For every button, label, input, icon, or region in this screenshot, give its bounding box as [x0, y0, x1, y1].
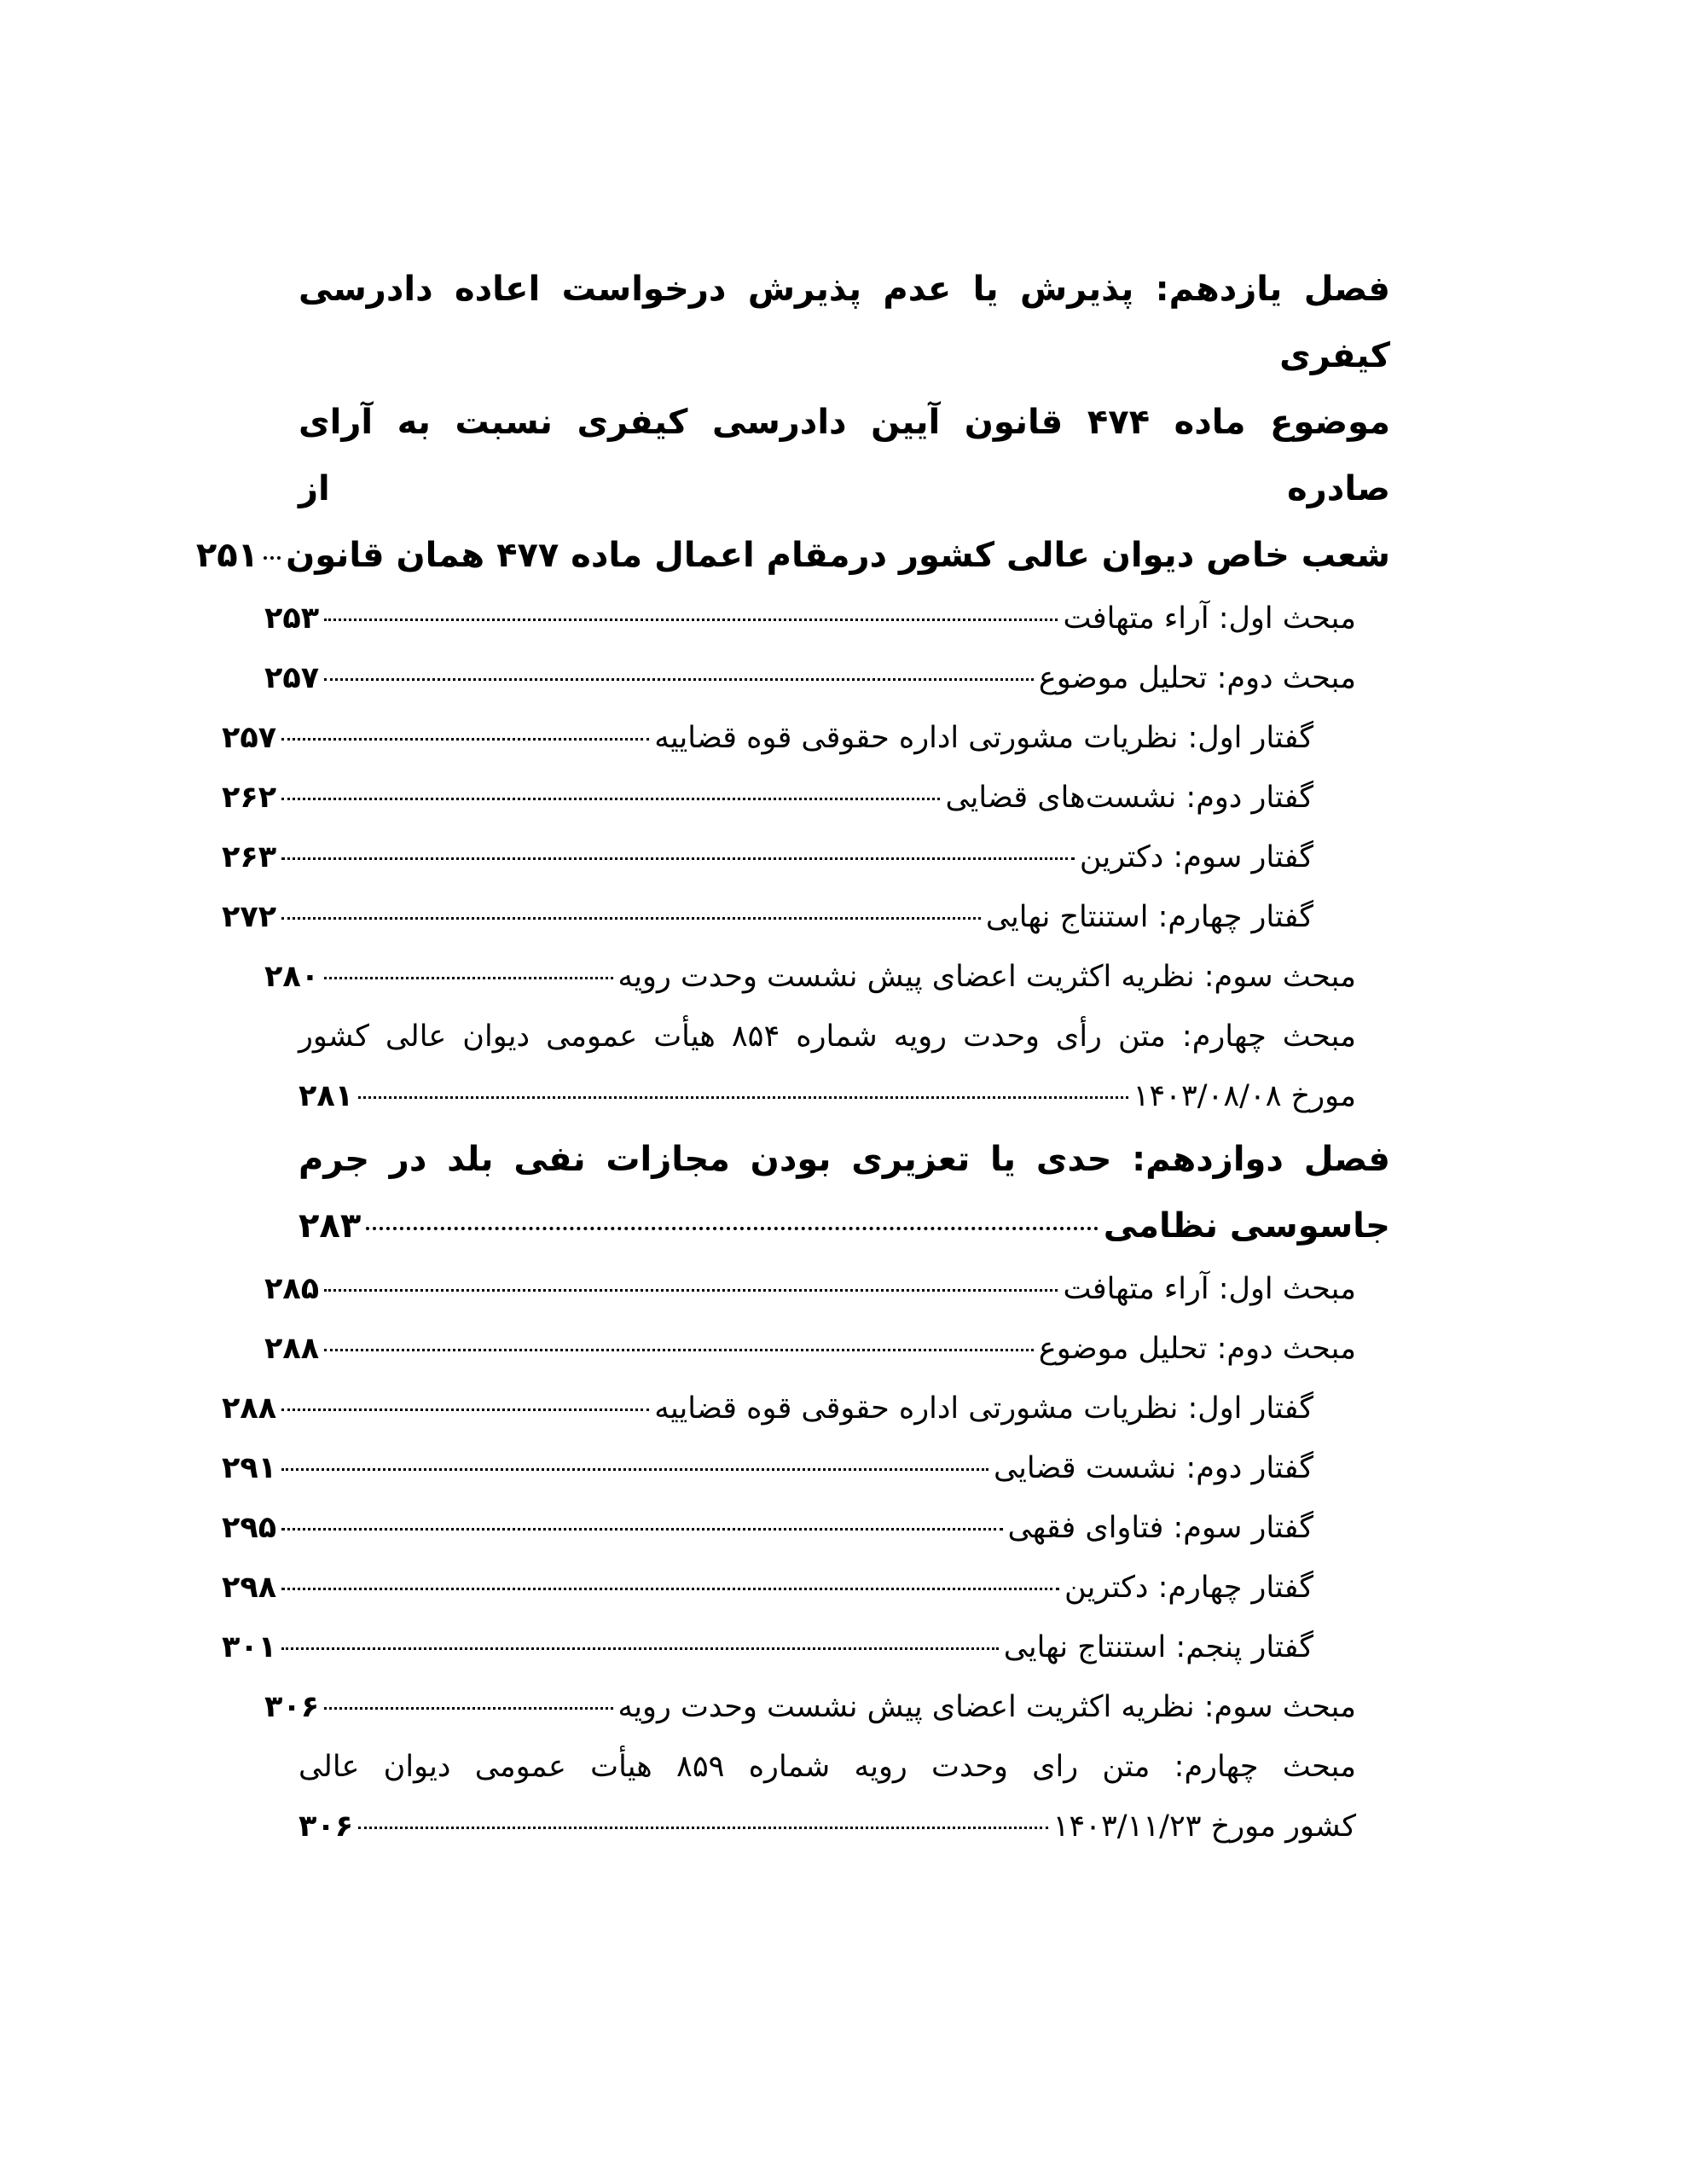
dot-leader — [281, 857, 1075, 860]
page-number: ۲۵۳ — [264, 601, 320, 636]
entry-label: گفتار چهارم: استنتاج نهایی — [985, 900, 1313, 934]
dot-leader — [366, 1227, 1099, 1230]
toc-entry[interactable] — [264, 1259, 1390, 1319]
entry-label: گفتار سوم: دکترین — [1079, 840, 1313, 874]
page-number: ۲۸۵ — [264, 1272, 320, 1306]
dot-leader — [358, 1096, 1128, 1099]
dot-leader — [281, 798, 940, 800]
toc-entry[interactable] — [222, 768, 1390, 828]
toc-entry[interactable] — [299, 1007, 1390, 1126]
toc-entry[interactable] — [264, 648, 1390, 708]
page-number: ۲۸۸ — [264, 1332, 320, 1366]
dot-leader — [324, 1289, 1058, 1292]
table-of-contents — [195, 256, 1390, 1856]
page-number: ۲۸۱ — [299, 1079, 354, 1113]
toc-entry[interactable] — [222, 887, 1390, 947]
chapter-11-heading[interactable] — [195, 256, 1390, 589]
page-number: ۳۰۶ — [264, 1690, 320, 1724]
page-number: ۳۰۶ — [299, 1809, 354, 1844]
page-number: ۲۸۳ — [299, 1206, 362, 1246]
page-number: ۲۶۲ — [222, 781, 277, 815]
toc-entry[interactable] — [222, 1498, 1390, 1558]
dot-leader — [324, 619, 1058, 621]
entry-label: گفتار چهارم: دکترین — [1064, 1571, 1313, 1605]
page-number: ۲۸۸ — [222, 1391, 277, 1426]
toc-entry[interactable] — [299, 1737, 1390, 1856]
chapter-title-line: فصل یازدهم: پذیرش یا عدم پذیرش درخواست اعاده دادرسی کیفری — [299, 270, 1390, 375]
toc-entry[interactable] — [222, 1379, 1390, 1438]
chapter-12-heading[interactable] — [299, 1126, 1390, 1259]
dot-leader — [324, 1349, 1034, 1351]
entry-label: مبحث سوم: نظریه اکثریت اعضای پیش نشست وحدت رویه — [617, 960, 1356, 994]
dot-leader — [264, 556, 281, 560]
dot-leader — [281, 1647, 999, 1650]
toc-entry[interactable] — [264, 1677, 1390, 1737]
dot-leader — [281, 1588, 1059, 1590]
page-number: ۲۸۰ — [264, 960, 320, 994]
chapter-title-line: جاسوسی نظامی — [1103, 1206, 1390, 1246]
page-number: ۳۰۱ — [222, 1630, 277, 1664]
toc-entry[interactable] — [264, 1319, 1390, 1379]
toc-entry[interactable] — [264, 589, 1390, 648]
toc-entry[interactable] — [222, 828, 1390, 887]
entry-label: مبحث اول: آراء متهافت — [1063, 601, 1356, 636]
page-number: ۲۹۱ — [222, 1451, 277, 1485]
page-number: ۲۵۷ — [222, 721, 277, 755]
entry-label: کشور مورخ ۱۴۰۳/۱۱/۲۳ — [1052, 1809, 1356, 1844]
entry-label: مورخ ۱۴۰۳/۰۸/۰۸ — [1133, 1079, 1356, 1113]
toc-entry[interactable] — [222, 1558, 1390, 1618]
dot-leader — [324, 977, 612, 979]
chapter-title-line: موضوع ماده ۴۷۴ قانون آیین دادرسی کیفری نسبت به آرای صادره از — [299, 403, 1390, 508]
dot-leader — [324, 678, 1034, 681]
chapter-title-line: فصل دوازدهم: حدی یا تعزیری بودن مجازات نفی بلد در جرم — [299, 1140, 1390, 1179]
entry-label: گفتار سوم: فتاوای فقهی — [1007, 1511, 1313, 1545]
entry-label: مبحث سوم: نظریه اکثریت اعضای پیش نشست وحدت رویه — [617, 1690, 1356, 1724]
dot-leader — [281, 1468, 988, 1471]
chapter-title-line: شعب خاص دیوان عالی کشور درمقام اعمال ماده ۴۷۷ همان قانون — [286, 536, 1390, 575]
dot-leader — [281, 917, 981, 920]
entry-label: مبحث چهارم: متن رأی وحدت رویه شماره ۸۵۴ هیأت عمومی دیوان عالی کشور — [299, 1019, 1356, 1054]
dot-leader — [281, 738, 649, 741]
page-number: ۲۷۲ — [222, 900, 277, 934]
entry-label: گفتار اول: نظریات مشورتی اداره حقوقی قوه قضاییه — [654, 1391, 1313, 1426]
entry-label: مبحث چهارم: متن رای وحدت رویه شماره ۸۵۹ هیأت عمومی دیوان عالی — [299, 1750, 1356, 1784]
entry-label: گفتار دوم: نشست‌های قضایی — [945, 781, 1313, 815]
page-number: ۲۹۸ — [222, 1571, 277, 1605]
entry-label: مبحث اول: آراء متهافت — [1063, 1272, 1356, 1306]
entry-label: گفتار دوم: نشست قضایی — [993, 1451, 1313, 1485]
dot-leader — [324, 1707, 612, 1710]
dot-leader — [281, 1528, 1002, 1531]
dot-leader — [358, 1827, 1047, 1829]
entry-label: مبحث دوم: تحلیل موضوع — [1038, 661, 1356, 695]
toc-entry[interactable] — [264, 947, 1390, 1007]
entry-label: مبحث دوم: تحلیل موضوع — [1038, 1332, 1356, 1366]
page-number: ۲۵۷ — [264, 661, 320, 695]
entry-label: گفتار اول: نظریات مشورتی اداره حقوقی قوه قضاییه — [654, 721, 1313, 755]
toc-entry[interactable] — [222, 1438, 1390, 1498]
page-number: ۲۹۵ — [222, 1511, 277, 1545]
toc-entry[interactable] — [222, 1618, 1390, 1677]
dot-leader — [281, 1409, 649, 1411]
page-number: ۲۶۳ — [222, 840, 277, 874]
entry-label: گفتار پنجم: استنتاج نهایی — [1003, 1630, 1313, 1664]
page-number: ۲۵۱ — [195, 536, 259, 575]
toc-entry[interactable] — [222, 708, 1390, 768]
